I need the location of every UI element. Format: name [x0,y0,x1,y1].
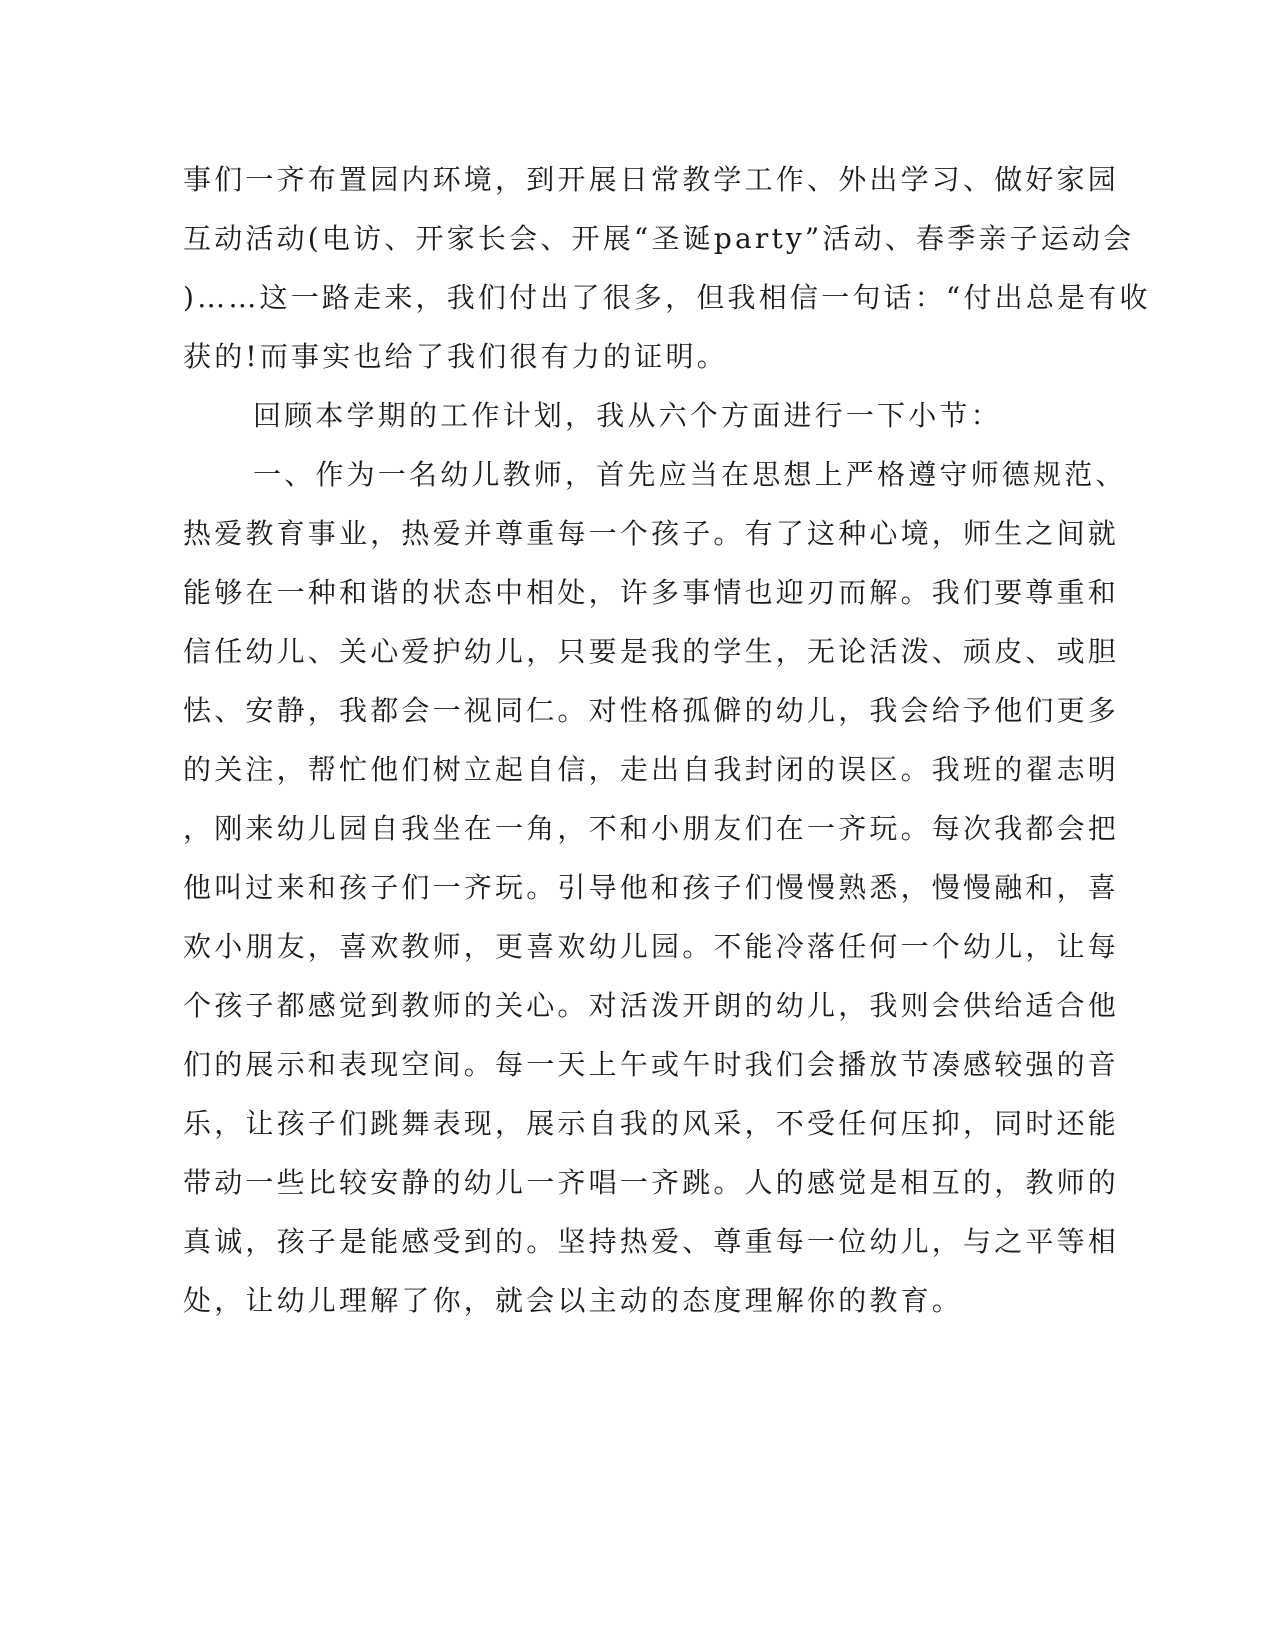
text-line: 欢小朋友，喜欢教师，更喜欢幼儿园。不能冷落任何一个幼儿，让每 [183,930,1120,963]
text-line: 他叫过来和孩子们一齐玩。引导他和孩子们慢慢熟悉，慢慢融和，喜 [183,871,1120,904]
text-line: 的关注，帮忙他们树立起自信，走出自我封闭的误区。我班的翟志明 [183,753,1120,786]
text-line: 事们一齐布置园内环境，到开展日常教学工作、外出学习、做好家园 [183,163,1120,196]
text-line: 信任幼儿、关心爱护幼儿，只要是我的学生，无论活泼、顽皮、或胆 [183,635,1120,668]
text-line: 回顾本学期的工作计划，我从六个方面进行一下小节： [253,399,1002,432]
text-line: )……这一路走来，我们付出了很多，但我相信一句话：“付出总是有收 [183,281,1151,314]
text-line: 个孩子都感觉到教师的关心。对活泼开朗的幼儿，我则会供给适合他 [183,989,1120,1022]
text-line: ，刚来幼儿园自我坐在一角，不和小朋友们在一齐玩。每次我都会把 [183,812,1120,845]
text-line: 能够在一种和谐的状态中相处，许多事情也迎刃而解。我们要尊重和 [183,576,1120,609]
text-line: 热爱教育事业，热爱并尊重每一个孩子。有了这种心境，师生之间就 [183,517,1120,550]
text-line: 带动一些比较安静的幼儿一齐唱一齐跳。人的感觉是相互的，教师的 [183,1166,1120,1199]
text-line: 真诚，孩子是能感受到的。坚持热爱、尊重每一位幼儿，与之平等相 [183,1225,1120,1258]
text-line: 互动活动(电访、开家长会、开展“圣诞party”活动、春季亲子运动会 [183,222,1135,255]
text-line: 怯、安静，我都会一视同仁。对性格孤僻的幼儿，我会给予他们更多 [183,694,1120,727]
text-line: 处，让幼儿理解了你，就会以主动的态度理解你的教育。 [183,1284,964,1317]
text-line: 乐，让孩子们跳舞表现，展示自我的风采，不受任何压抑，同时还能 [183,1107,1120,1140]
text-line: 获的!而事实也给了我们很有力的证明。 [183,340,728,373]
text-line: 们的展示和表现空间。每一天上午或午时我们会播放节凑感较强的音 [183,1048,1120,1081]
text-line: 一、作为一名幼儿教师，首先应当在思想上严格遵守师德规范、 [253,458,1127,491]
